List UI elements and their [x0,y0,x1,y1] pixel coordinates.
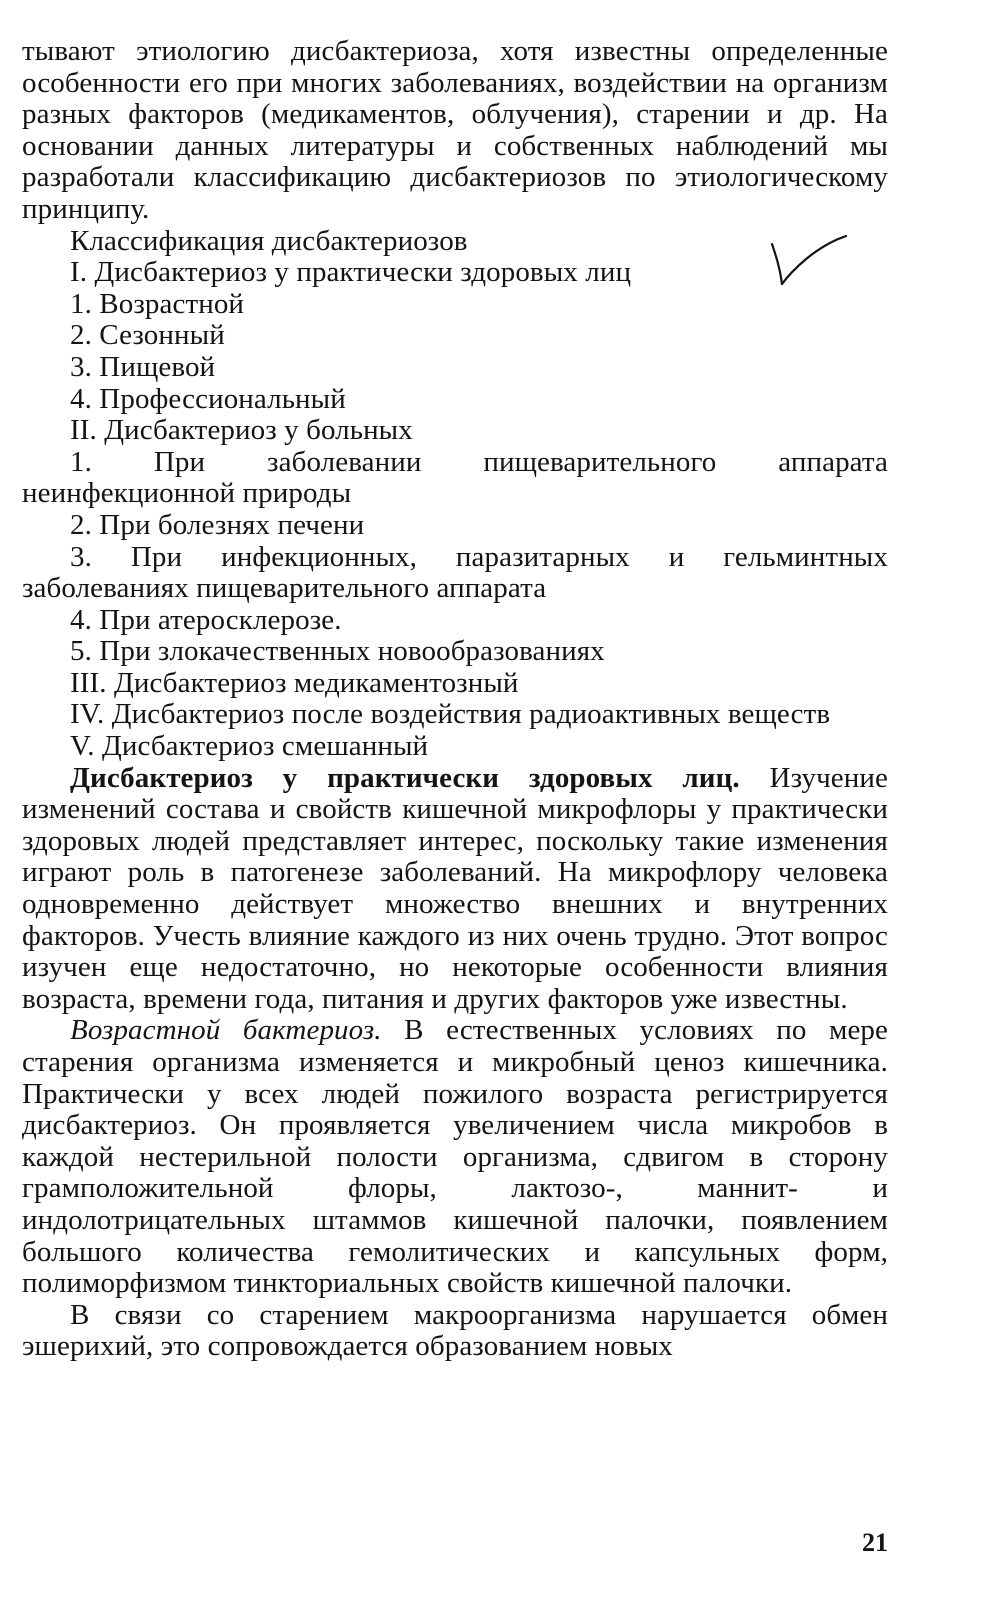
classification-item: 3. При инфекционных, паразитарных и гельминтных заболеваниях пищеварительного аппарата [22,540,888,605]
page-number: 21 [862,1528,888,1557]
handwritten-checkmark-icon [770,228,850,292]
section-heading: Возрастной бактериоз. [70,1014,382,1047]
classification-item: I. Дисбактериоз у практически здоровых лиц [70,256,632,289]
intro-paragraph: тывают этиологию дисбактериоза, хотя известны определенные особенности его при многих заболеваниях, воздействии на организм разных факторов (медикаментов, облучения), старении и др. На основании данных литературы и собственных наблюдений мы разработали классификацию дисбактериозов по этиологическому принципу. [22,35,888,225]
classification-item: 1. При заболевании пищеварительного аппарата неинфекционной природы [22,445,888,510]
section-text: Изучение изменений состава и свойств кишечной микрофлоры у практически здоровых людей представляет интерес, поскольку такие изменения играют роль в патогенезе заболеваний. На микрофлору человека одновременно действует множество внешних и внутренних факторов. Учесть влияние каждого из них очень трудно. Этот вопрос изучен еще недостаточно, но некоторые особенности влияния возраста, времени года, питания и других факторов уже известны. [22,761,888,1015]
section-paragraph-healthy [22,763,888,1016]
classification-item: IV. Дисбактериоз после воздействия радиоактивных веществ [70,698,831,731]
classification-item: 5. При злокачественных новообразованиях [70,635,605,668]
classification-item: 1. Возрастной [70,287,245,320]
closing-paragraph: В связи со старением макроорганизма нарушается обмен эшерихий, это сопровождается образованием новых [22,1298,888,1363]
section-heading: Дисбактериоз у практически здоровых лиц. [70,761,740,794]
classification-item: II. Дисбактериоз у больных [70,414,413,447]
section-paragraph-age [22,1015,888,1299]
classification-item: V. Дисбактериоз смешанный [70,730,429,763]
classification-item: 3. Пищевой [70,350,216,383]
classification-title: Классификация дисбактериозов [70,224,468,257]
classification-item: 4. При атеросклерозе. [70,603,342,636]
section-text: В естественных условиях по мере старения организма изменяется и микробный ценоз кишечника. Практически у всех людей пожилого возраста регистрируется дисбактериоз. Он проявляется увеличением числа микробов в каждой нестерильной полости организма, сдвигом в сторону грамположительной флоры, лактозо-, маннит- и индолотрицательных штаммов кишечной палочки, появлением большого количества гемолитических и капсульных форм, полиморфизмом тинкториальных свойств кишечной палочки. [22,1014,888,1300]
classification-item: 2. Сезонный [70,319,225,352]
classification-item: 2. При болезнях печени [70,508,365,541]
classification-item: III. Дисбактериоз медикаментозный [70,666,519,699]
page-body [22,36,888,1363]
classification-item: 4. Профессиональный [70,382,346,415]
